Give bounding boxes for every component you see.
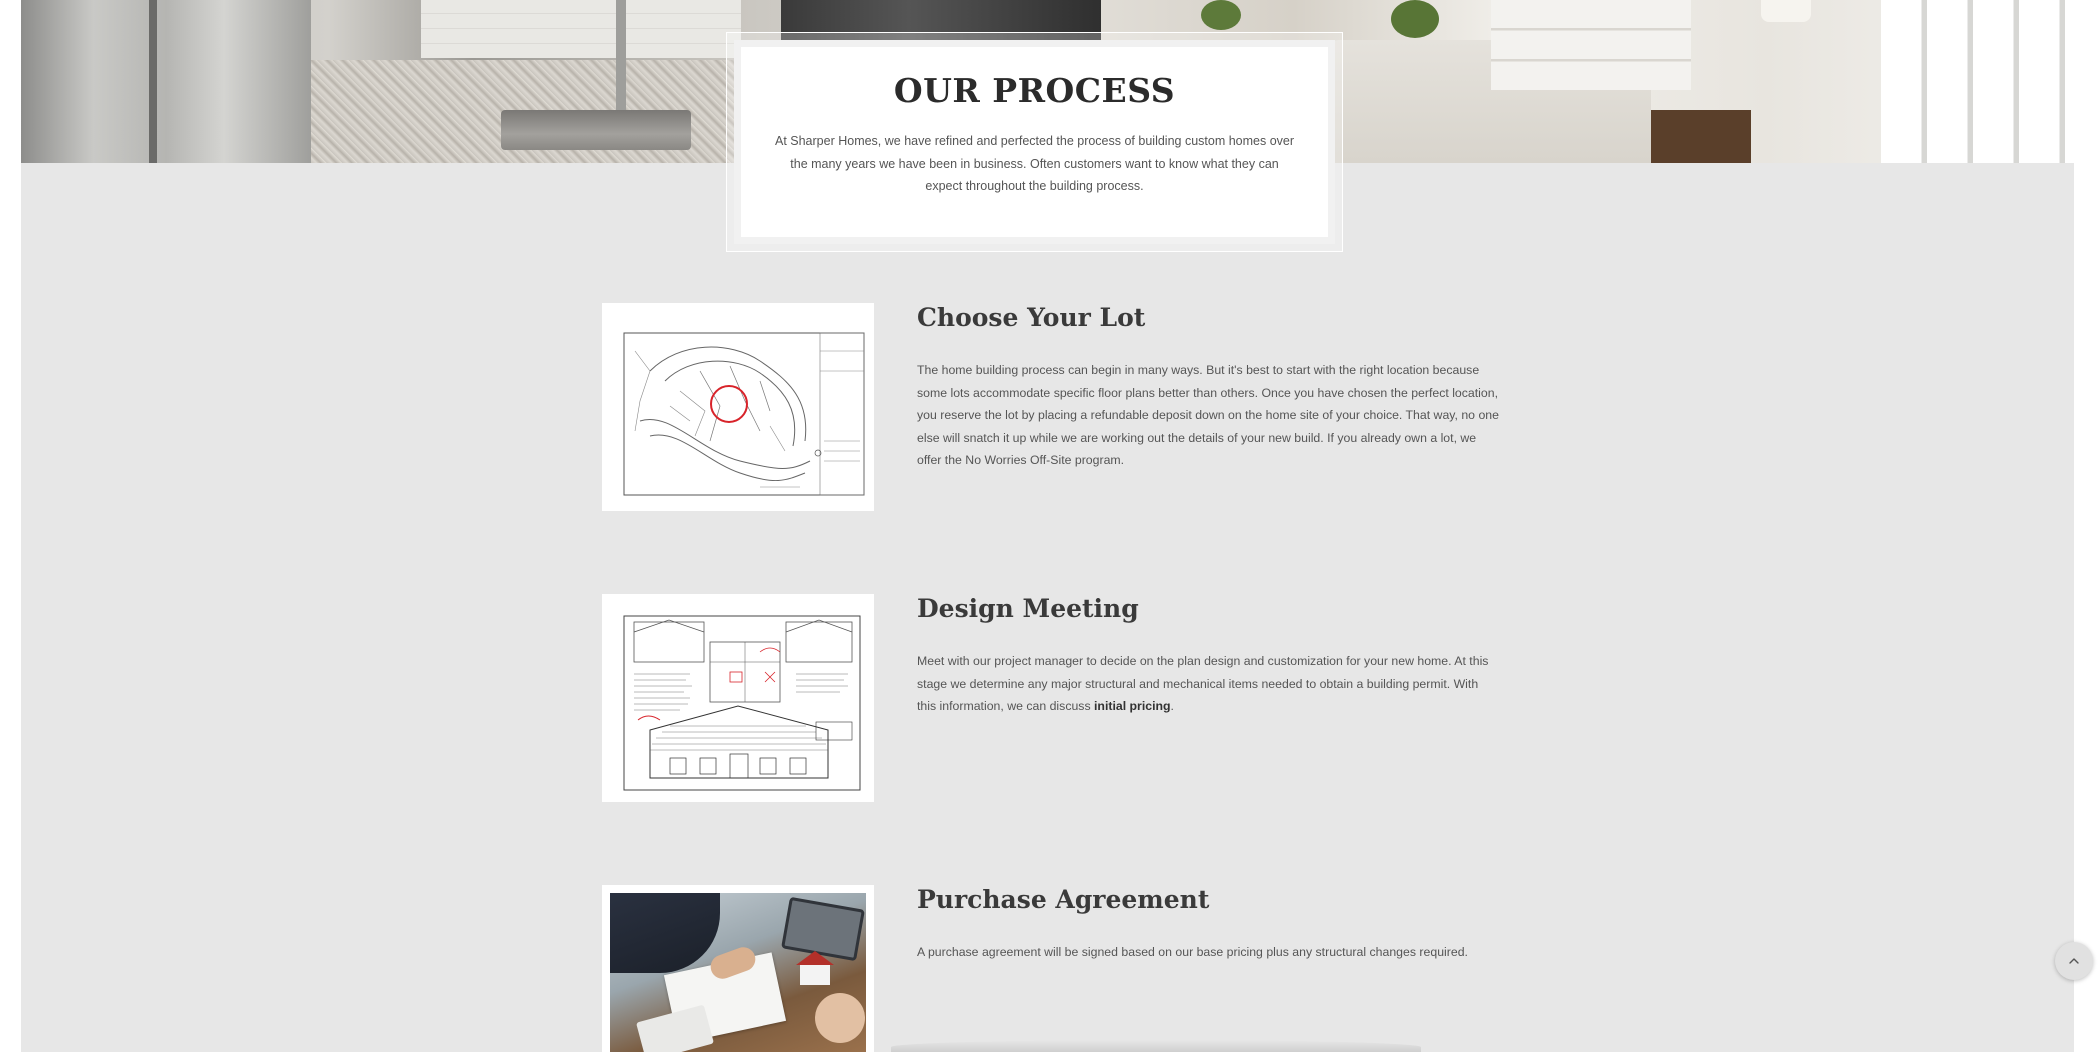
calculator-shape (636, 1005, 714, 1052)
hero-shelves (1491, 0, 1691, 90)
step-text: A purchase agreement will be signed based on our base pricing plus any structural changes required. (917, 945, 1468, 959)
step-text (917, 650, 1499, 718)
intro-text: At Sharper Homes, we have refined and perfected the process of building custom homes over the many years we have been in business. Often customers want to know what they can expect throughout the building process. (774, 134, 1295, 193)
hero-sink (501, 110, 691, 150)
hero-side-table (1651, 110, 1751, 163)
signing-photo-image (610, 893, 866, 1052)
hero-fridge (21, 0, 311, 163)
step-title: Design Meeting (917, 594, 1139, 623)
chevron-up-icon (2068, 952, 2080, 970)
model-house-roof-shape (796, 951, 834, 965)
hero-plant (1391, 0, 1439, 38)
step-text-part: . (1170, 699, 1174, 713)
scroll-to-top-button[interactable] (2055, 942, 2093, 980)
step-title: Choose Your Lot (917, 303, 1146, 332)
sticky-bar-shadow (891, 1040, 1421, 1052)
step-text-part: Meet with our project manager to decide on the plan design and customization for your new home. At this stage we determine any major structural and mechanical items needed to obtain a building permit. With this information, we can discuss (917, 654, 1489, 713)
intro-card (734, 40, 1335, 244)
house-plans-image (610, 602, 866, 794)
step-title: Purchase Agreement (917, 885, 1210, 914)
plat-map-drawing (610, 311, 866, 503)
step-image (602, 885, 874, 1052)
house-plans-drawing (610, 602, 866, 794)
hero-fridge-gap (149, 0, 157, 163)
suit-shape (610, 893, 720, 973)
step-image (602, 303, 874, 511)
hero-window (1881, 0, 2074, 163)
hero-faucet (616, 0, 626, 110)
page (21, 0, 2074, 1052)
plat-map-image (610, 311, 866, 503)
step-text: The home building process can begin in many ways. But it's best to start with the right location because some lots accommodate specific floor plans better than others. Once you have chosen the perfect location, you reserve the lot by placing a refundable deposit down on the home site of your choice. That way, no one else will snatch it up while we are working out the details of your new build. If you already own a lot, we offer the No Worries Off-Site program. (917, 363, 1499, 467)
page-title: OUR PROCESS (893, 71, 1176, 110)
hero-lamp (1761, 0, 1811, 22)
clasped-hands-shape (815, 993, 865, 1043)
hero-backsplash (421, 0, 741, 58)
step-image (602, 594, 874, 802)
hero-plant (1201, 0, 1241, 30)
initial-pricing-text: initial pricing (1094, 699, 1171, 713)
model-house-shape (800, 963, 830, 985)
